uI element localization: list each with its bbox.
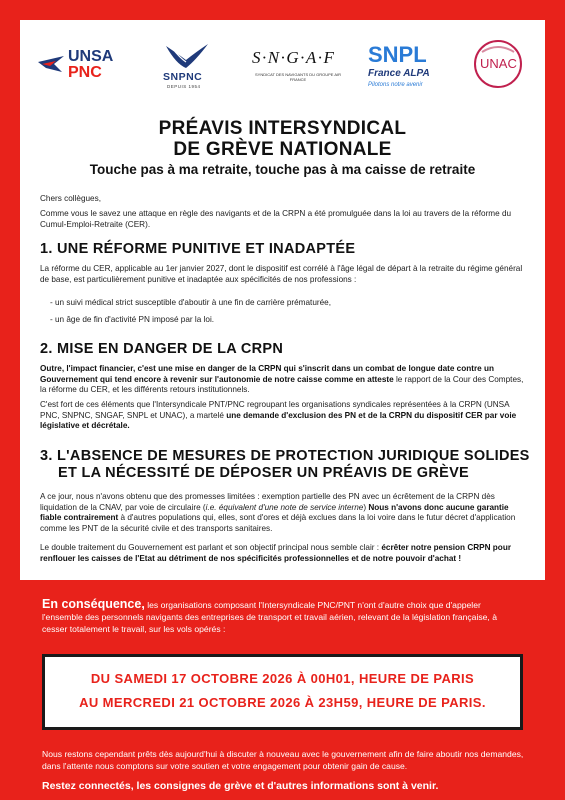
section-3-p1-italic: i.e. équivalent d'une note de service interne	[205, 502, 364, 512]
consequence-paragraph	[42, 598, 524, 635]
section-2-paragraph-1	[40, 364, 526, 396]
strike-start-date: DU SAMEDI 17 OCTOBRE 2026 À 00H01, HEURE DE PARIS	[90, 671, 475, 686]
section-1-bullet-2: - un âge de fin d'activité PN imposé par la loi.	[50, 315, 215, 324]
sngaf-name: S·N·G·A·F	[252, 48, 336, 67]
union-logos	[20, 20, 545, 102]
strike-end-date: AU MERCREDI 21 OCTOBRE 2026 À 23H59, HEURE DE PARIS.	[79, 695, 486, 710]
consequence-text: les organisations composant l'Intersyndicale PNC/PNT n'ont d'autre choix que d'appeler l'ensemble des personnels navigants des entreprises de transport et travail aérien, relevant de la législation française, à cesser totalement le travail, sur les vols opérés :	[42, 600, 497, 634]
snpl-name: SNPL	[368, 42, 427, 67]
subtitle: Touche pas à ma retraite, touche pas à ma caisse de retraite	[89, 162, 476, 177]
intro-paragraph: Comme vous le savez une attaque en règle des navigants et de la CRPN a été promulguée dans la loi au travers de la réforme du Cumul-Emploi-Retraite (CER).	[40, 209, 512, 229]
unac-logo	[472, 38, 524, 90]
snpnc-sub: DEPUIS 1954	[167, 84, 201, 89]
section-3-heading-line-2: ET LA NÉCESSITÉ DE DÉPOSER UN PRÉAVIS DE GRÈVE	[58, 465, 470, 481]
section-2-p1-rest: le rapport de la Cour des Comptes, la réforme du CER, et les différents retours institutionnels.	[40, 374, 524, 394]
section-3-p1-a: A ce jour, nous n'avons obtenu que des promesses limitées : exemption partielle des PN avec un écrêtement de la CRPN dès liquidation de la CNAV, par voie de circulaire (	[40, 492, 495, 512]
section-3-paragraph-2	[40, 543, 526, 564]
unsa-sub: PNC	[68, 64, 102, 81]
section-2-heading: 2. MISE EN DANGER DE LA CRPN	[40, 341, 284, 357]
snpl-logo	[366, 42, 446, 92]
consequence-lead: En conséquence,	[42, 597, 145, 611]
greeting: Chers collègues,	[40, 194, 101, 203]
section-3-p2-a: Le double traitement du Gouvernement est parlant et son objectif principal nous semble clair :	[40, 543, 382, 552]
section-1-bullet-1: - un suivi médical strict susceptible d'aboutir à une fin de carrière prématurée,	[50, 298, 331, 307]
snpl-sub: France ALPA	[368, 68, 430, 79]
strike-dates-box	[42, 654, 523, 730]
call-to-action-section	[0, 580, 565, 800]
snpnc-logo	[157, 42, 217, 92]
sngaf-sub: SYNDICAT DES NAVIGANTS DU GROUPE AIR FRANCE	[254, 72, 341, 82]
section-2-p2-start: C'est fort de ces éléments que l'Intersyndicale PNT/PNC regroupant les organisations syndicales représentées à la CRPN (UNSA PNC, SNPNC, SNGAF, SNPL et UNAC), a martelé	[40, 400, 510, 420]
closing-line: Restez connectés, les consignes de grève et d'autres informations sont à venir.	[42, 780, 439, 792]
section-3-p1-bold: Nous n'avons donc aucune garantie fiable contrairement	[40, 502, 509, 522]
unsa-name: UNSA	[68, 48, 114, 65]
section-3-p2-bold: écrêter notre pension CRPN pour renflouer les caisses de l'Etat au détriment de nos spécificités professionnelles et de notre pouvoir d'achat !	[40, 543, 512, 563]
title-line-1: PRÉAVIS INTERSYNDICAL	[158, 118, 407, 139]
section-3-paragraph-1	[40, 492, 526, 534]
section-1-paragraph: La réforme du CER, applicable au 1er janvier 2027, dont le dispositif est corrélé à l'âge légal de départ à la retraite du régime général de base, est particulièrement punitive et inadaptée aux spécificités de nos professions :	[40, 264, 523, 284]
snpnc-wing-icon	[162, 42, 212, 70]
section-2-p2-bold: une demande d'exclusion des PN et de la CRPN du dispositif CER par voie législative et décrétale.	[40, 410, 517, 430]
negotiation-paragraph: Nous restons cependant prêts dès aujourd'hui à discuter à nouveau avec le gouvernement afin de faire aboutir nos demandes, dans l'attente nous comptons sur votre soutien et votre engagement pour obtenir gain de cause.	[42, 749, 524, 771]
unsa-bird-icon	[36, 50, 66, 80]
unsa-pnc-logo	[36, 46, 128, 88]
snpnc-name: SNPNC	[163, 71, 203, 83]
section-1-heading: 1. UNE RÉFORME PUNITIVE ET INADAPTÉE	[40, 241, 356, 257]
sngaf-logo	[248, 48, 348, 88]
title-line-2: DE GRÈVE NATIONALE	[173, 139, 392, 160]
section-2-p1-bold: Outre, l'impact financier, c'est une mise en danger de la CRPN qui s'inscrit dans un combat de longue date contre un Gouvernement qui tend encore à revenir sur l'autonomie de notre caisse comme en atteste	[40, 364, 494, 384]
snpl-tagline: Pilotons notre avenir	[368, 82, 423, 88]
notice-card	[20, 20, 545, 580]
section-3-heading-line-1: 3. L'ABSENCE DE MESURES DE PROTECTION JURIDIQUE SOLIDES	[40, 448, 530, 464]
section-3-p1-c: à d'autres populations qui, elles, sont d'ores et déjà exclues dans la loi voire dans le futur décret d'application comme les PNT de la sécurité civile et des transports sanitaires.	[40, 513, 516, 533]
section-3-p1-b: )	[363, 502, 369, 512]
unac-name: UNAC	[480, 56, 517, 71]
section-2-paragraph-2	[40, 400, 526, 432]
